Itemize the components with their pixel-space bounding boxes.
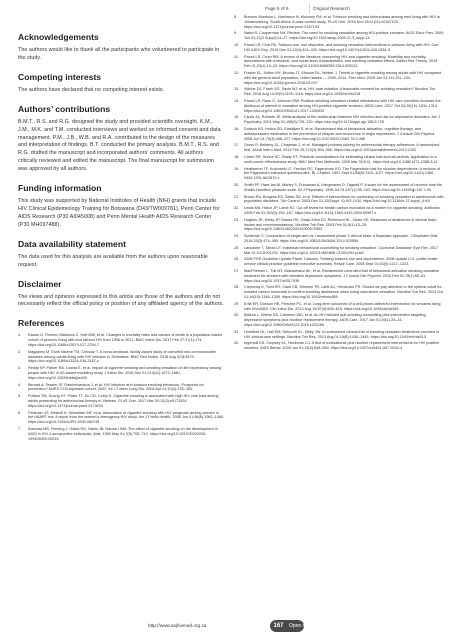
reference-item: [234, 155, 444, 165]
funding-section: [18, 183, 224, 230]
header-divider: [309, 4, 310, 13]
reference-number: 4.: [18, 382, 22, 387]
reference-item: [234, 167, 444, 182]
reference-text: Brown RA, Burgess ES, Sales SD, et al. Effects of interventions on continuing on smoking cessation in adolescents with psychiatric disorders. Tob Control. 2003 Dec 01;12(Suppl. 4):IV3–IV10. https://doi.org/10.1136/tc.12.suppl_4.iv3: [244, 194, 444, 204]
reference-number: 23.: [234, 217, 240, 222]
reference-item: [18, 350, 224, 365]
reference-text: Magaziesi M, Ekah Nkome TM, Chinzaz T. A cross-sectional, facility-based study of comorbid non-communicable diseases among adults living with HIV infection in Zimbabwe. BMC Res Notes. 2018 Aug 02;8:5379. https://doi.org/10.1186/s13104-016-2187-z: [28, 349, 216, 364]
acknowledgements-heading: Acknowledgements: [18, 32, 99, 42]
acknowledgements-section: [18, 32, 224, 63]
reference-number: 31.: [234, 329, 240, 334]
funding-text: This study was supported by National Institutes of Health (NIH) grants that include HIV Clinical Epidemiology Training for Botswana (D43/TW009781), Penn Center for AIDS Research (P30 AI045008) and Penn Mental Health AIDS Research Center (P30 MH097488).: [18, 198, 220, 228]
reference-number: 20.: [234, 183, 240, 187]
reference-text: 2008 PHS Guideline Update Panel, Liaisons. Treating tobacco use and dependence: 2008 update U.S. public health service clinical practice guideline executive summary. Respir Care. 2008 Sept 01;53(9):1217–1222.: [244, 257, 438, 267]
reference-number: 1.: [18, 333, 22, 338]
reference-item: [18, 333, 224, 348]
reference-number: 30.: [234, 313, 240, 318]
reference-number: 25.: [234, 245, 240, 250]
acknowledgements-text: The authors would like to thank all the participants who volunteered to participate in the study.: [18, 47, 220, 61]
reference-item: [234, 269, 444, 284]
data-availability-text: The data used for this analysis are available from the authors upon reasonable request.: [18, 253, 208, 268]
data-availability-heading: Data availability statement: [18, 238, 126, 249]
reference-number: 26.: [234, 257, 240, 262]
reference-text: Carter RE, Sonne SC, Brady KT. Practical considerations for estimating clinical trial accrual periods: Application to a multi-center effectiveness study. BMC Med Res Methodol. 2005 Mar 30;5:11. https://doi.org/10.1186/1471-2288-5-11: [244, 155, 438, 164]
reference-number: 16.: [234, 127, 240, 131]
reference-item: [234, 31, 444, 41]
reference-number: 2.: [18, 349, 22, 354]
reference-text: Pacek LR, Rass O, Johnson MW. Positive smoking cessation-related interactions with HIV care providers increase the likelihood of interest in cessation among HIV-positive cigarette smokers. AIDS Care. 2017 Oct 03;29(10):1309–1314. https://doi.org/10.1080/09540121.2017.1330532: [244, 99, 441, 113]
reference-number: 5.: [18, 394, 22, 399]
reference-text: Ingersoll KS, Cropsey KL, Heckman CJ. A test of motivational plus nicotine replacement interventions for HIV positive smokers. AIDS Behav. 2009 Jun 01;13(3):545–554. https://doi.org/10.1007/s10461-007-9334-4: [244, 341, 440, 351]
reference-number: 9.: [234, 31, 238, 36]
reference-text: Vidrine DJ, Frank SG, Savin MJ, et al. HIV care initiation: A teachable moment for smoking cessation? Nicotine Tob Res. 2018 Aug 14;20(9):1109–1116. https://doi.org/10.1093/ntr/ntx218: [244, 87, 436, 97]
reference-item: [18, 383, 224, 393]
reference-text: Kwenaw MS, Fleming J, Gates RS, Harris JB, Nduwe I BM. The effect of cigarette smoking on the development of AIDS in HIV-1-seropositive individuals. Aids. 1993 May 01;7(5):705–710. https://doi.org/10.1097/00002030-199305000-00015: [28, 427, 218, 441]
reference-number: 13.: [234, 87, 240, 92]
reference-item: [234, 99, 444, 114]
disclaimer-heading: Disclaimer: [18, 278, 62, 289]
page-footer: [0, 620, 453, 640]
left-reference-list: [18, 333, 224, 441]
reference-item: [234, 257, 444, 267]
reference-number: 7.: [18, 427, 22, 431]
left-column: [18, 32, 224, 443]
competing-interests-text: The authors have declared that no competing interest exists.: [18, 86, 165, 93]
reference-text: Dobson KS, Hollon SD, Dimidjian S, et al. Randomized trial of behavioral activation, cognitive therapy, and antidepressant medication in the prevention of relapse and recurrence in major depression. J Consult Clin Psychol. 2008 Jun 01;76(3):468–477. https://doi.org/10.1037/0022-006X.76.3.468: [244, 127, 436, 141]
reference-text: Esawo D, Romeo-Villalobos C, Huff MW, et al. Changes in mortality rates and causes of death in a population-based cohort of persons living with and without HIV from 1996 to 2012. BMC Infect Dis. 2017 Feb 27;17(1):174. https://doi.org/10.1186/s12879-017-2254-7: [28, 333, 222, 347]
reference-number: 3.: [18, 366, 22, 371]
contributions-heading: Authors’ contributions: [18, 103, 111, 114]
reference-text: Brenner Murrison L, Martinson N, Moloney FM, et al. Tobacco smoking and tuberculosis among men living with HIV in Johannesburg, South Africa: A case-control study. PLoS One. 2016 Nov 28;11(11):e0167133. https://doi.org/10.1371/journal.pone.0167133: [244, 15, 440, 29]
reference-item: [234, 341, 444, 351]
reference-number: 28.: [234, 285, 240, 290]
reference-item: [234, 234, 444, 244]
reference-text: Ciszla JA, Roberts JE. Meta-analysis of the relationship between HIV infection and risk for depressive disorders. Am J Psychiatry. 2001 May 01;158(5):725–730. https://doi.org/10.1176/appi.ajp.158.5.725: [244, 115, 441, 125]
reference-item: [234, 43, 444, 53]
reference-text: Nahvi S, Cooperman NA. Review: The need for smoking cessation among HIV-positive smokers. AIDS Educ Prev. 2009 Jun 01;21(3 Suppl):14–27. https://doi.org/10.1521/aeap.2009.21.3_supp.14: [244, 31, 444, 41]
right-reference-list: [234, 15, 444, 353]
reference-item: [234, 246, 444, 256]
reference-number: 22.: [234, 206, 240, 211]
reference-item: [18, 366, 224, 381]
reference-number: 12.: [234, 71, 240, 75]
reference-number: 27.: [234, 268, 240, 273]
reference-number: 8.: [234, 15, 238, 19]
reference-text: Benard A, Tessier JF, Rambeloarisoa J, et al. HIV infection and tobacco smoking behaviour: Prospects for prevention? ANRS CO3 Aquitaine cohort, 2002. Int J Tuberc Lung Dis. 2006 Apr 01;10(4):378–383.: [28, 382, 204, 392]
reference-item: [18, 394, 224, 409]
reference-item: [234, 330, 444, 340]
reference-item: [18, 427, 224, 442]
article-type: Original Research: [313, 6, 350, 11]
data-availability-section: [18, 239, 224, 270]
reference-text: Hughes JR, Keely JP, Niaura RS, Ossip-Klein DJ, Richmond RL, Swan GE. Measures of abstinence in clinical trials: Issues and recommendations. Nicotine Tob Res. 2003 Feb 01;5(1):13–25. https://doi.org/10.1080/1462220031000070552: [244, 217, 437, 232]
reference-text: Balfour L, Wiebe SA, Cameron WD, et al. An HIV-tailored quit-smoking counselling pilot intervention targeting depressive symptoms plus nicotine replacement therapy. AIDS Care. 2017 Jan 01;29(1):24–31. https://doi.org/10.1080/09540121.2016.1201189: [244, 313, 426, 327]
reference-number: 11.: [234, 54, 239, 59]
reference-number: 6.: [18, 410, 22, 415]
reference-number: 29.: [234, 301, 240, 306]
reference-number: 17.: [234, 143, 240, 148]
reference-text: Smith PF, Hare-Ian M, Morley S, Purnawan A, Hargreaves D, Tagwell P. A scale for the assessment of hedonic tone the Snaith-Hamilton pleasure scale. Br J Psychiatry. 1995 Jul 01;167(1):99–103. https://doi.org/10.1192/bjp.167.1.99: [244, 183, 443, 192]
reference-text: MacPherson L, Tull MT, Matusiewicz AK, et al. Randomized controlled trial of behavioral activation smoking cessation treatment for smokers with elevated depressive symptoms. J Consult Clin Psychol. 2010 Feb 01;78(1):55–61. https://doi.org/10.1037/a0017939: [244, 268, 440, 283]
contributions-section: [18, 104, 224, 174]
reference-text: Heatherton TF, Kozlowski LT, Frecker RC, Fagerstrom KO. The Fagerstrom test for nicotine dependence: A revision of the Fagerstrom tolerance questionnaire. Br J Addict. 1991 Sept 01;86(9):1119–1127. https://doi.org/10.1111/j.1360-0443.1991.tb01879.x: [244, 166, 441, 181]
reference-text: Pacek LR, Crum RM. A review of the literature concerning HIV and cigarette smoking: Morbidity and mortality, associations with individual- and social-level characteristics, and smoking cessation efforts. Addict Res Theory. 2015 Feb 01;23(1):10–23. https://doi.org/10.3109/16066359.2014.920013: [244, 54, 438, 69]
reference-text: Pollack TM, Duong HT, Pham TT, Do CD, Colby D. Cigarette smoking is associated with high HIV viral load among adults presenting for antiretroviral therapy in Vietnam. PLoS One. 2017 Mar 30;12(3):e0173534. https://doi.org/10.1371/journal.pone.0173534: [28, 394, 219, 408]
competing-interests-section: [18, 72, 224, 95]
reference-item: [234, 87, 444, 97]
reference-number: 18.: [234, 155, 240, 159]
reference-text: Feldman JG, Minkoff H, Schneider MF, et al. Association of cigarette smoking with HIV prognosis among women in the HAART era: A report from the women's interagency HIV study. Am J Public Health. 2006 Jun 01;96(6):1060–1065. https://doi.org/10.2105/AJPH.2005.062745: [28, 410, 225, 425]
reference-text: Reddy KP, Parker RA, Losina E, et al. Impact of cigarette smoking and smoking cessation on life expectancy among people with HIV: A US-based modeling study. J Infect Dis. 2016 Dec 01;214(11):1672–1681. https://doi.org/10.1093/infdis/jiw430: [28, 366, 222, 380]
reference-number: 10.: [234, 43, 240, 47]
reference-item: [234, 218, 444, 233]
funding-heading: Funding information: [18, 183, 102, 194]
reference-item: [234, 195, 444, 205]
disclaimer-text: The views and opinions expressed in this article are those of the authors and do not necessarily reflect the official policy or position of any affiliated agency of the authors.: [18, 293, 224, 308]
reference-item: [234, 285, 444, 300]
reference-number: 19.: [234, 166, 240, 171]
reference-item: [234, 206, 444, 216]
reference-text: Lancaster T, Stead LF. Individual behavioural counselling for smoking cessation. Cochrane Database Syst Rev. 2017 Mar 31;3:CD001292. https://doi.org/10.1002/14651858.CD001292.pub3: [244, 245, 439, 255]
reference-item: [234, 115, 444, 125]
reference-item: [234, 127, 444, 142]
reference-item: [234, 71, 444, 86]
reference-text: Svetkovic V. Comparison of single-arm vs. randomized phase II clinical trials: A Bayesian approach. J Biopharm Stat. 2015;25(3):474–489. https://doi.org/10.1080/10543406.2014.920856: [244, 234, 439, 243]
reference-text: Humfleet GL, Hall SM, Delucchi KL, Dilley JW. A randomized clinical trial of smoking cessation treatments provided in HIV clinical care settings. Nicotine Tob Res. 2013 Aug 01;15(8):1436–1445. https://doi.org/10.1093/ntr/nts313: [244, 329, 440, 339]
open-access-badge: Open Access: [289, 622, 319, 629]
reference-item: [234, 143, 444, 153]
reference-number: 15.: [234, 115, 240, 120]
reference-text: Pacek LR, Cioe PA. Tobacco use, use disorders, and smoking cessation interventions in persons living with HIV. Curr HIV AIDS Rep. 2015 Dec 01;12(4):413–420. https://doi.org/10.1007/s11904-015-0281-9: [244, 43, 439, 52]
competing-interests-heading: Competing interests: [18, 71, 102, 82]
reference-text: Frazier EL, Sutton MY, Brooks JT, Shouse RL, Weiser J. Trends in cigarette smoking among adults with HIV compared with the general adult population, united states — 2009–2014. Prev Med. 2018 Jun 01;111:231–234. https://doi.org/10.1016/j.ypmed.2018.03.007: [244, 71, 442, 85]
disclaimer-section: [18, 279, 224, 310]
page-label: Page 5 of 6: [265, 6, 289, 11]
reference-text: Creponay K, Toint ER, Clark CB, Stimmel TR, Lahti AC, Hendricks PS. Should we pay attention to the optimal cutoff for exhaled carbon monoxide to confirm smoking abstinence when using varenicline cessation. Nicotine Tob Res. 2014 Oct 01;16(10):1348–1355. https://doi.org/10.1093/ntr/ntu085: [244, 285, 443, 299]
reference-number: 24.: [234, 234, 240, 239]
references-section: [18, 318, 224, 441]
reference-item: [234, 313, 444, 328]
reference-text: Ertle ER, Dunson HE, Pietcher PC, et al. Long-term outcomes of a cell-phone-delivered intervention for smokers living with HIV/AIDS. Clin Infect Dis. 2013 Aug 15;57(4):608–615. https://doi.org/10.1093/cid/cit349: [244, 301, 441, 311]
contributions-text: B.M.T., R.S. and R.G. designed the study and provided scientific oversight. K.M., J.M., M.K. and T.M. conducted interviews and worked on informed consent and data management. P.M., J.B., W.B. and R.A. contributed to the design of the measures and interpretation of findings. B.T. conducted the primary analysis. B.M.T., R.S. and R.G. drafted the manuscript and incorporated authors’ comments. All authors critically reviewed and edited the manuscript. The final manuscript for submission was approved by all authors.: [18, 118, 221, 173]
references-heading: References: [18, 318, 65, 329]
reference-number: 14.: [234, 99, 240, 103]
reference-number: 21.: [234, 194, 240, 199]
page-number: 167: [273, 623, 284, 629]
reference-item: [234, 183, 444, 193]
reference-item: [18, 411, 224, 426]
journal-url-link[interactable]: http://www.sajhivmed.org.za: [148, 623, 207, 628]
reference-number: 32.: [234, 341, 240, 346]
reference-text: Lewis MA, Hatch JP, Lamb RJ. Cut-off levels for breath carbon monoxide as a marker for cigarette smoking. Addiction. 2005 Feb 01;100(2):159–167. https://doi.org/10.1111/j.1360-0443.2004.00957.x: [244, 206, 441, 215]
reference-item: [234, 15, 444, 30]
reference-item: [234, 55, 444, 70]
reference-item: [234, 302, 444, 312]
reference-text: Gross R, Bellamy SL, Chapman J, et al. Managed problem solving for antiretroviral therapy adherence: A randomized trial. JAMA Intern Med. 2013 Feb 25;173(4):300–306. https://doi.org/10.1001/jamainternmed.2013.2152: [244, 143, 440, 153]
